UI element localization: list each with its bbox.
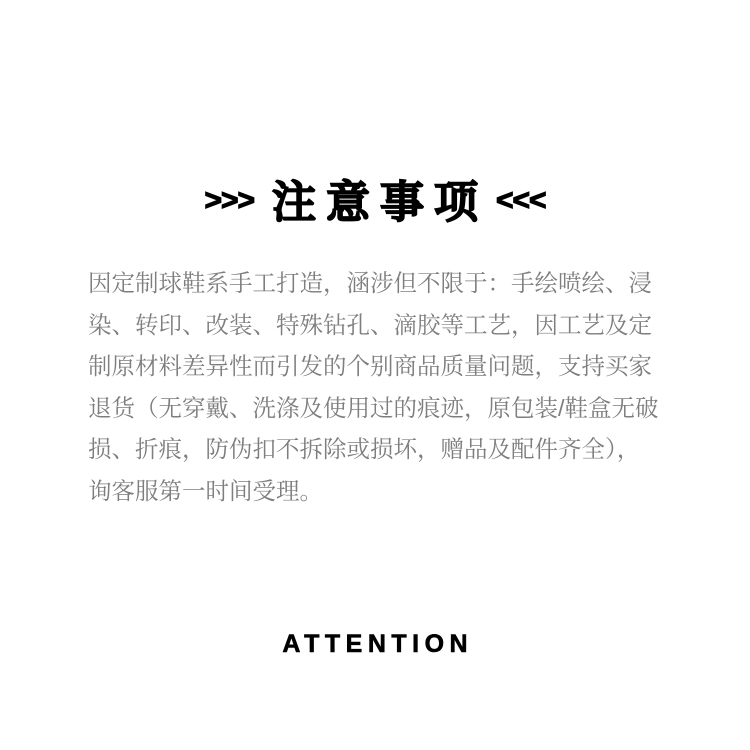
triple-chevron-left-icon: <<< bbox=[496, 184, 546, 217]
notice-line: 染、转印、改装、特殊钻孔、滴胶等工艺，因工艺及定 bbox=[88, 311, 652, 338]
notice-line: 制原材料差异性而引发的个别商品质量问题，支持买家 bbox=[88, 353, 652, 379]
notice-line: 因定制球鞋系手工打造，涵涉但不限于：手绘喷绘、浸 bbox=[88, 270, 652, 296]
attention-wordmark: ATTENTION bbox=[282, 630, 474, 658]
notice-line: 询客服第一时间受理。 bbox=[88, 477, 323, 504]
page-title: 注意事项 bbox=[272, 178, 488, 227]
page-title-row bbox=[0, 176, 750, 230]
footer bbox=[0, 632, 750, 657]
triple-chevron-right-icon: >>> bbox=[204, 184, 254, 217]
notice-line: 损、折痕，防伪扣不拆除或损坏，赠品及配件齐全）， bbox=[88, 436, 641, 462]
notice-paragraph bbox=[88, 263, 674, 512]
notice-line: 退货（无穿戴、洗涤及使用过的痕迹，原包装/鞋盒无破 bbox=[88, 394, 659, 421]
